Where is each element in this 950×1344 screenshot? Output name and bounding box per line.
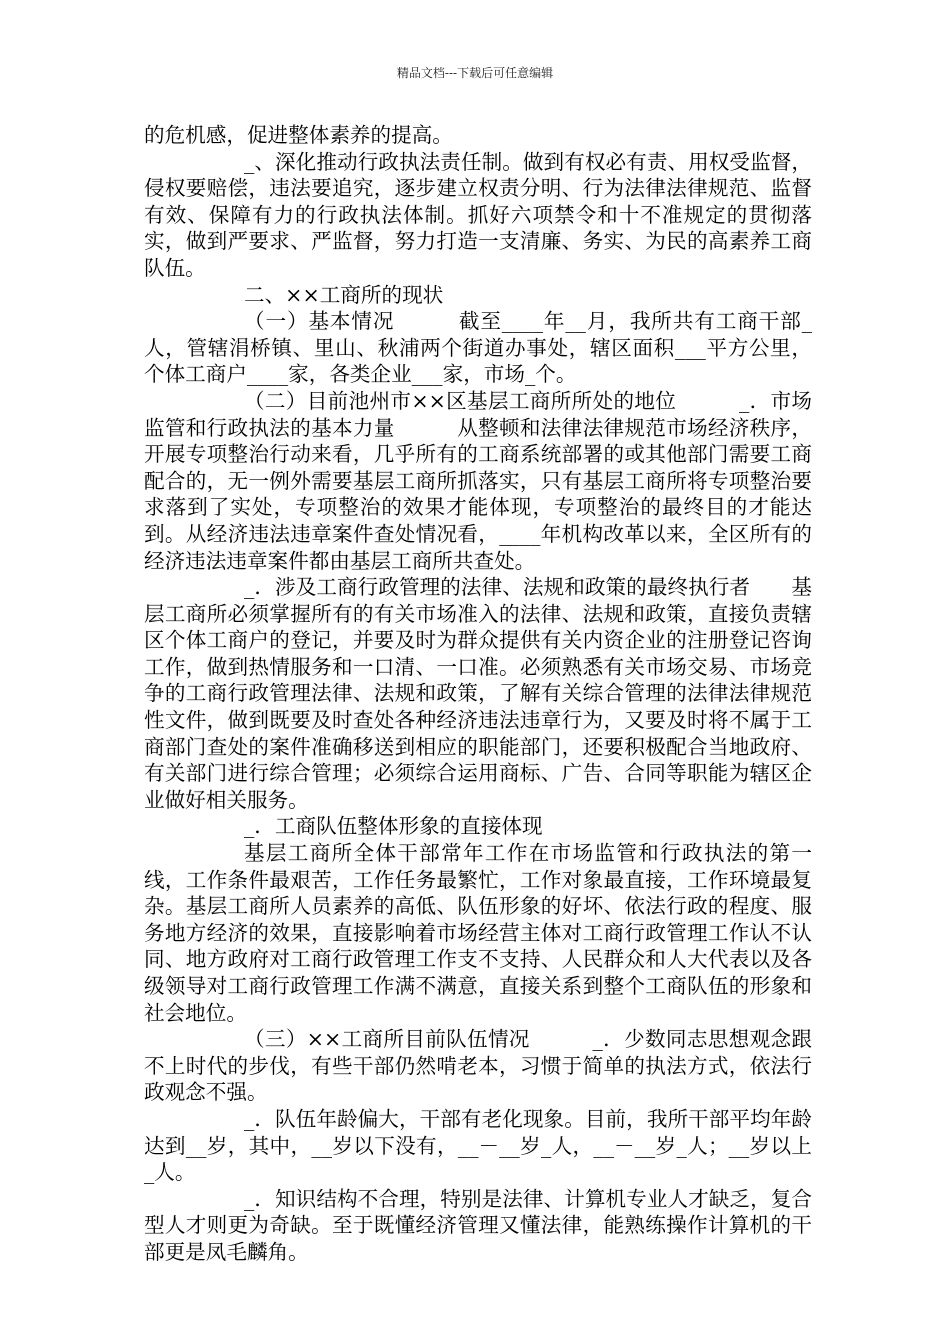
document-body <box>144 122 812 1266</box>
page-header: 精品文档---下载后可任意编辑 <box>396 66 554 80</box>
paragraph-knowledge: _．知识结构不合理，特别是法律、计算机专业人才缺乏，复合型人才则更为奇缺。至于既懂经济管理又懂法律，能熟练操作计算机的干部更是凤毛麟角。 <box>144 1186 812 1264</box>
paragraph-image-body: 基层工商所全体干部常年工作在市场监管和行政执法的第一线，工作条件最艰苦，工作任务最繁忙，工作对象最直接，工作环境最复杂。基层工商所人员素养的高低、队伍形象的好坏、依法行政的程度、服务地方经济的效果，直接影响着市场经营主体对工商行政管理工作认不认同、地方政府对工商行政管理工作支不支持、人民群众和人大代表以及各级领导对工商行政管理工作满不满意，直接关系到整个工商队伍的形象和社会地位。 <box>144 841 812 1025</box>
paragraph-team-status: （三）××工商所目前队伍情况 _．少数同志思想观念跟不上时代的步伐，有些干部仍然啃老本，习惯于简单的执法方式，依法行政观念不强。 <box>144 1027 812 1105</box>
paragraph-2: _、深化推动行政执法责任制。做到有权必有责、用权受监督，侵权要赔偿，违法要追究，逐步建立权责分明、行为法律法律规范、监督有效、保障有力的行政执法体制。抓好六项禁令和十不准规定的贯彻落实，做到严要求、严监督，努力打造一支清廉、务实、为民的高素养工商队伍。 <box>144 149 812 280</box>
section-heading-2: 二、××工商所的现状 <box>244 282 444 307</box>
paragraph-age: _．队伍年龄偏大，干部有老化现象。目前，我所干部平均年龄达到__岁，其中，__岁以下没有，__－__岁_人，__－__岁_人；__岁以上_人。 <box>144 1106 812 1185</box>
paragraph-position: （二）目前池州市××区基层工商所所处的地位 _．市场监管和行政执法的基本力量 从整顿和法律法律规范市场经济秩序，开展专项整治行动来看，几乎所有的工商系统部署的或其他部门需要工商配合的，无一例外需要基层工商所抓落实，只有基层工商所将专项整治要求落到了实处，专项整治的效果才能体现，专项整治的最终目的才能达到。从经济违法违章案件查处情况看，____年机构改革以来，全区所有的经济违法违章案件都由基层工商所共查处。 <box>144 388 812 573</box>
paragraph-basic-info: （一）基本情况 截至____年__月，我所共有工商干部_人，管辖涓桥镇、里山、秋浦两个街道办事处，辖区面积___平方公里，个体工商户____家，各类企业___家，市场_个。 <box>144 309 812 387</box>
paragraph-1: 的危机感，促进整体素养的提高。 <box>144 123 453 147</box>
paragraph-law-executor: _．涉及工商行政管理的法律、法规和政策的最终执行者 基层工商所必须掌握所有的有关市场准入的法律、法规和政策，直接负责辖区个体工商户的登记，并要及时为群众提供有关内资企业的注册登记咨询工作，做到热情服务和一口清、一口准。必须熟悉有关市场交易、市场竞争的工商行政管理法律、法规和政策，了解有关综合管理的法律法律规范性文件，做到既要及时查处各种经济违法违章行为，又要及时将不属于工商部门查处的案件准确移送到相应的职能部门，还要积极配合当地政府、有关部门进行综合管理；必须综合运用商标、广告、合同等职能为辖区企业做好相关服务。 <box>144 575 812 812</box>
paragraph-image-heading: _．工商队伍整体形象的直接体现 <box>244 814 543 839</box>
